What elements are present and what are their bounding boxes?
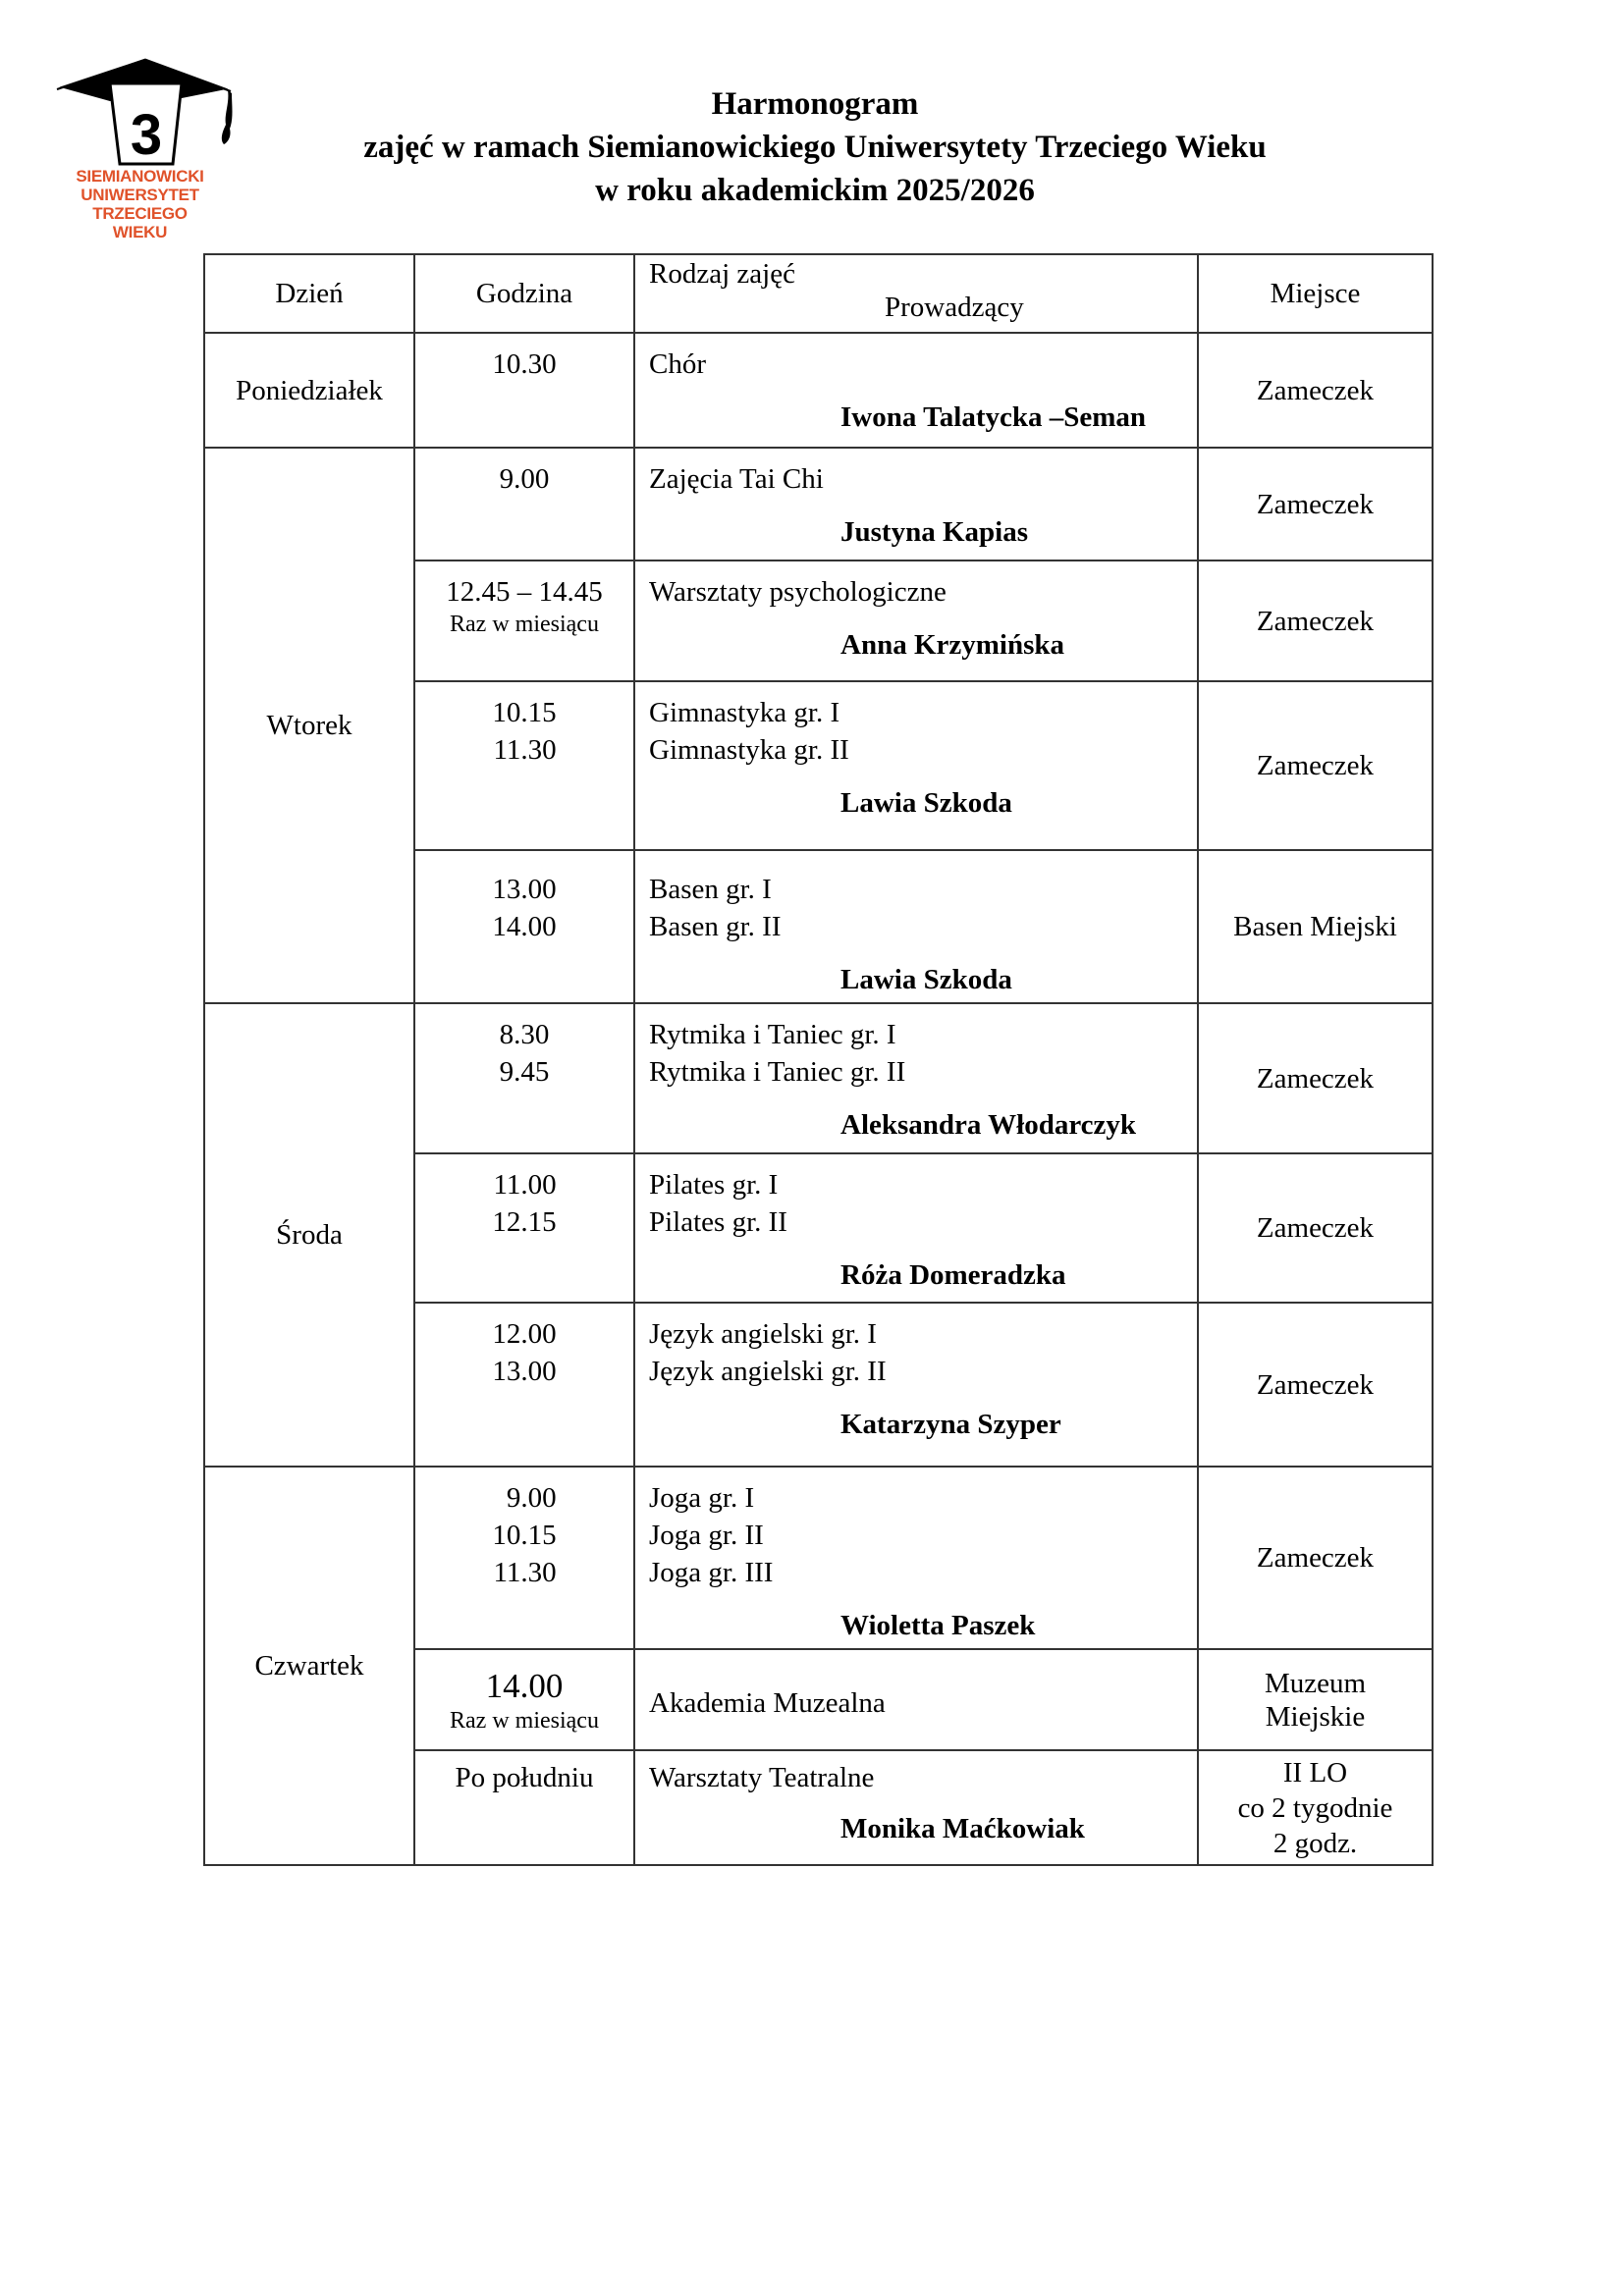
- activity-name: Akademia Muzealna: [649, 1686, 886, 1719]
- header-place: Miejsce: [1198, 254, 1433, 333]
- time-value: 10.30: [492, 348, 557, 380]
- activity-name: Basen gr. I: [649, 874, 772, 905]
- activity-cell: [634, 1153, 1198, 1303]
- university-logo: [49, 54, 245, 245]
- activity-name: Joga gr. III: [649, 1557, 774, 1588]
- time-value: 14.00: [485, 1666, 564, 1705]
- time-cell: [414, 1303, 634, 1467]
- place-cell: [1198, 681, 1433, 850]
- time-stack: [492, 694, 556, 769]
- activity-cell: [634, 850, 1198, 1003]
- place-name: co 2 tygodnie: [1237, 1791, 1393, 1824]
- graduation-cap-icon: [49, 54, 245, 167]
- table-row: [204, 1467, 1433, 1649]
- place-name: Miejskie: [1265, 1700, 1366, 1733]
- time-value: 9.00: [506, 1482, 557, 1514]
- instructor-name: Aleksandra Włodarczyk: [840, 1109, 1137, 1141]
- place-name: Zameczek: [1256, 374, 1375, 406]
- activity-name: Rytmika i Taniec gr. I: [649, 1019, 896, 1050]
- place-name: Zameczek: [1256, 1062, 1375, 1095]
- document-title: [226, 82, 1404, 212]
- activity-cell: [634, 1303, 1198, 1467]
- time-value: 11.30: [493, 1557, 557, 1588]
- place-name: Muzeum: [1264, 1667, 1367, 1699]
- instructor-name: Róża Domeradzka: [840, 1259, 1066, 1291]
- instructor-name: Justyna Kapias: [840, 516, 1028, 548]
- time-value: 12.45 – 14.45: [446, 576, 603, 608]
- activity-name: Basen gr. II: [649, 911, 782, 942]
- place-cell: [1198, 1003, 1433, 1153]
- day-cell: Poniedziałek: [204, 333, 414, 448]
- header-activity: [634, 254, 1198, 333]
- activity-name: Chór: [649, 348, 706, 380]
- time-stack: [492, 1315, 556, 1390]
- header-day: Dzień: [204, 254, 414, 333]
- time-cell: [414, 333, 634, 448]
- time-value: 12.00: [492, 1318, 557, 1350]
- activity-cell: [634, 1467, 1198, 1649]
- activity-name: Pilates gr. I: [649, 1169, 779, 1201]
- title-line-3: w roku akademickim 2025/2026: [595, 173, 1035, 208]
- logo-line: TRZECIEGO: [92, 204, 188, 223]
- activity-name: Joga gr. I: [649, 1482, 755, 1514]
- title-line-1: Harmonogram: [711, 86, 919, 122]
- time-value: 11.30: [493, 734, 557, 766]
- day-cell: Środa: [204, 1003, 414, 1467]
- activity-cell: [634, 333, 1198, 448]
- time-cell: [414, 1467, 634, 1649]
- time-value: 9.00: [499, 463, 550, 495]
- place-name: Zameczek: [1256, 1542, 1375, 1574]
- activity-name: Zajęcia Tai Chi: [649, 463, 824, 495]
- instructor-name: Monika Maćkowiak: [840, 1813, 1085, 1844]
- header-activity-label: Rodzaj zajęć: [649, 258, 795, 290]
- place-name: Zameczek: [1256, 605, 1375, 637]
- activity-name: Język angielski gr. II: [649, 1356, 887, 1387]
- activity-name: Język angielski gr. I: [649, 1318, 877, 1350]
- activity-name: Gimnastyka gr. II: [649, 734, 849, 766]
- logo-wordmark: [49, 167, 231, 241]
- activity-cell: [634, 681, 1198, 850]
- time-cell: [414, 1649, 634, 1750]
- activity-cell: [634, 1003, 1198, 1153]
- logo-line: UNIWERSYTET: [81, 186, 199, 204]
- time-stack: [492, 871, 556, 945]
- place-name: II LO: [1282, 1756, 1348, 1789]
- table-row: [204, 1003, 1433, 1153]
- place-cell: [1198, 1649, 1433, 1750]
- activity-name: Pilates gr. II: [649, 1206, 787, 1238]
- time-cell: [414, 1153, 634, 1303]
- time-value: 14.00: [492, 911, 557, 942]
- place-cell: [1198, 850, 1433, 1003]
- place-cell: [1198, 1467, 1433, 1649]
- time-value: 13.00: [492, 874, 557, 905]
- time-cell: [414, 1003, 634, 1153]
- place-cell: [1198, 1750, 1433, 1865]
- place-name: Basen Miejski: [1233, 911, 1397, 942]
- place-cell: [1198, 333, 1433, 448]
- table-row: [204, 333, 1433, 448]
- instructor-name: Anna Krzymińska: [840, 629, 1065, 661]
- activity-name: Gimnastyka gr. I: [649, 697, 840, 728]
- time-value: 12.15: [492, 1206, 557, 1238]
- day-cell: Czwartek: [204, 1467, 414, 1865]
- place-name: Zameczek: [1256, 488, 1375, 520]
- activity-cell: [634, 1750, 1198, 1865]
- time-value: 10.15: [492, 1520, 557, 1551]
- activity-cell: [634, 1649, 1198, 1750]
- place-name: Zameczek: [1256, 750, 1375, 781]
- place-name: Zameczek: [1256, 1368, 1375, 1401]
- time-value: 9.45: [499, 1056, 550, 1088]
- activity-name: Joga gr. II: [649, 1520, 764, 1551]
- time-value: 13.00: [492, 1356, 557, 1387]
- activity-name: Warsztaty psychologiczne: [649, 576, 947, 608]
- header-instructor-label: Prowadzący: [885, 292, 1024, 323]
- place-cell: [1198, 561, 1433, 681]
- activity-name: Warsztaty Teatralne: [649, 1762, 875, 1793]
- frequency-note: Raz w miesiącu: [450, 612, 599, 637]
- table-row: [204, 448, 1433, 561]
- time-value: 10.15: [492, 697, 557, 728]
- time-cell: [414, 850, 634, 1003]
- day-cell: Wtorek: [204, 448, 414, 1003]
- time-stack: [492, 1479, 556, 1591]
- time-cell: [414, 1750, 634, 1865]
- logo-line: SIEMIANOWICKI: [76, 167, 204, 186]
- time-stack: [500, 1016, 550, 1091]
- instructor-name: Iwona Talatycka –Seman: [840, 401, 1147, 433]
- time-cell: [414, 561, 634, 681]
- instructor-name: Katarzyna Szyper: [840, 1409, 1061, 1440]
- title-line-2: zajęć w ramach Siemianowickiego Uniwersytety Trzeciego Wieku: [363, 130, 1267, 165]
- instructor-name: Lawia Szkoda: [840, 964, 1012, 995]
- activity-cell: [634, 561, 1198, 681]
- time-value: 8.30: [499, 1019, 550, 1050]
- place-cell: [1198, 448, 1433, 561]
- svg-text:3: 3: [130, 103, 163, 167]
- place-name: Zameczek: [1256, 1212, 1375, 1244]
- time-cell: [414, 448, 634, 561]
- instructor-name: Lawia Szkoda: [840, 787, 1012, 819]
- place-cell: [1198, 1303, 1433, 1467]
- time-cell: [414, 681, 634, 850]
- table-header-row: [204, 254, 1433, 333]
- frequency-note: Raz w miesiącu: [450, 1707, 599, 1734]
- place-cell: [1198, 1153, 1433, 1303]
- place-name: 2 godz.: [1272, 1827, 1358, 1859]
- time-stack: [492, 1166, 556, 1241]
- schedule-table: [203, 253, 1434, 1866]
- activity-cell: [634, 448, 1198, 561]
- time-value: Po południu: [455, 1762, 594, 1793]
- header-time: Godzina: [414, 254, 634, 333]
- activity-name: Rytmika i Taniec gr. II: [649, 1056, 906, 1088]
- logo-line: WIEKU: [112, 223, 168, 241]
- time-value: 11.00: [493, 1169, 557, 1201]
- instructor-name: Wioletta Paszek: [840, 1610, 1036, 1641]
